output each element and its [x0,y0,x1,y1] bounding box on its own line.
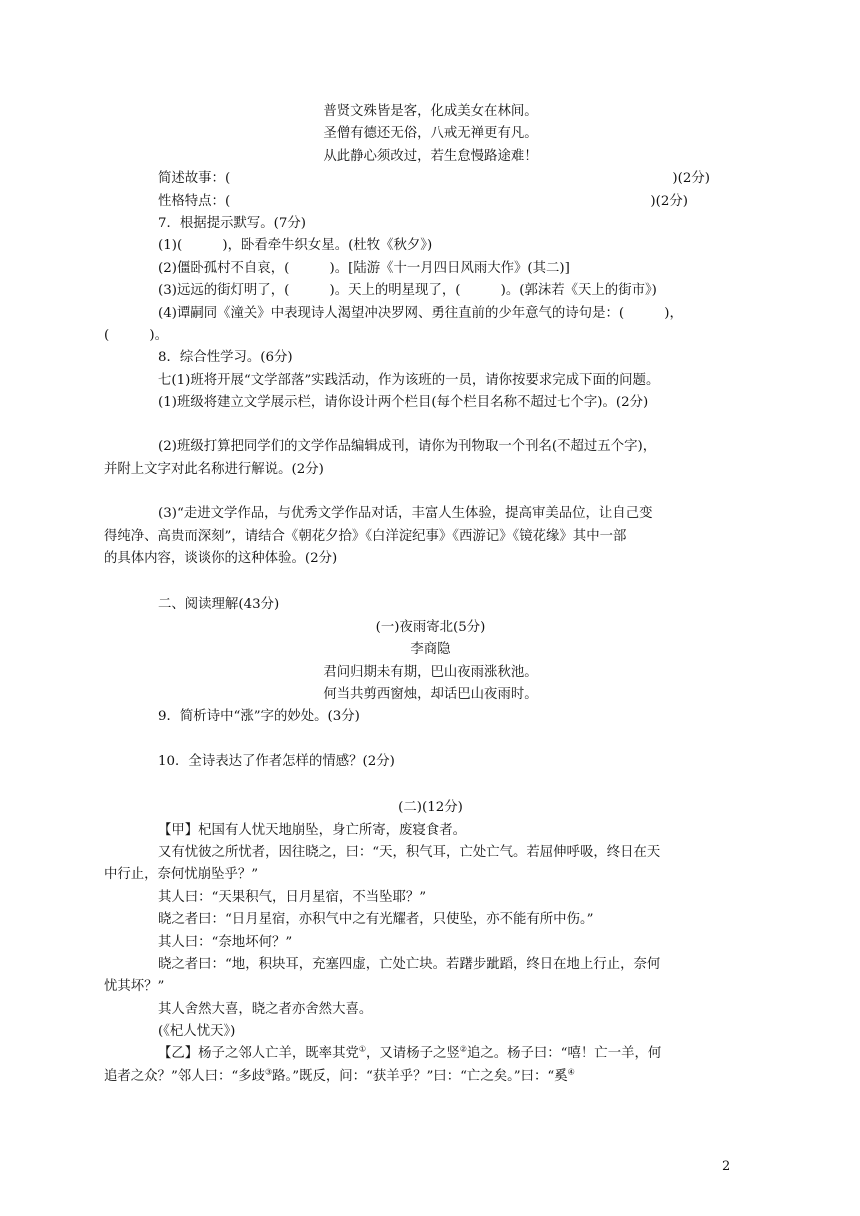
question-8-intro: 七(1)班将开展“文学部落”实践活动，作为该班的一员，请你按要求完成下面的问题。 [158,372,660,388]
passage-a-line: 晓之者曰：“日月星宿，亦积气中之有光耀者，只使坠，亦不能有所中伤。” [158,912,594,928]
poem-line: 从此静心须改过，若生怠慢路途难！ [323,148,538,164]
passage-b-text: ，又请杨子之竖 [366,1046,460,1062]
question-7-item: (3)远远的街灯明了，( )。天上的明星现了，( )。(郭沫若《天上的街市》) [158,283,657,299]
story-summary-line [131,168,730,190]
poem-line: 何当共剪西窗烛，却话巴山夜雨时。 [323,686,538,702]
footnote-marker: ① [358,1044,367,1054]
footnote-marker: ② [459,1044,467,1054]
trait-label: 性格特点：( [158,193,231,209]
passage-a-line: 晓之者曰：“地，积块耳，充塞四虚，亡处亡块。若躇步跐蹈，终日在地上行止，奈何 [158,956,661,972]
question-8-part-3: (3)“走进文学作品，与优秀文学作品对话，丰富人生体验，提高审美品位，让自己变 [158,506,653,522]
question-7-item: (1)( )，卧看牵牛织女星。(杜牧《秋夕》) [158,238,433,254]
passage-a-source: (《杞人忧天》) [158,1024,236,1040]
footnote-marker: ③ [265,1067,273,1077]
passage-a-line: 其人曰：“奈地坏何？” [158,934,293,950]
passage-b-line-cont [104,1066,730,1088]
page-number: 2 [722,1159,731,1174]
question-8-part-3-cont: 的具体内容，谈谈你的这种体验。(2分) [104,551,338,567]
question-8-part-1: (1)班级将建立文学展示栏，请你设计两个栏目(每个栏目名称不超过七个字)。(2分) [158,395,649,411]
question-7-item: (4)谭嗣同《潼关》中表现诗人渴望冲决罗网、勇往直前的少年意气的诗句是：( )， [158,305,683,321]
passage-b-text: 路。”既反，问：“获羊乎？”曰：“亡之矣。”曰：“奚 [272,1068,568,1084]
section-2-title: 二、阅读理解(43分) [158,597,280,613]
part-2-title: (二)(12分) [398,800,463,816]
footnote-marker: ④ [567,1067,575,1077]
question-7-item: (2)僵卧孤村不自哀，( )。[陆游《十一月四日风雨大作》(其二)] [158,260,570,276]
passage-b-text: 追者之众？”邻人曰：“多歧 [104,1068,265,1084]
story-label: 简述故事：( [158,171,231,187]
trait-line [131,191,730,213]
question-8-part-2: (2)班级打算把同学们的文学作品编辑成刊，请你为刊物取一个刊名(不超过五个字)， [158,439,657,455]
poem-line: 普贤文殊皆是客，化成美女在林间。 [323,104,538,119]
page-content [104,101,730,1088]
passage-a-line: 又有忧彼之所忧者，因往晓之，曰：“天，积气耳，亡处亡气。若屈伸呼吸，终日在天 [158,844,661,860]
passage-a-line: 其人舍然大喜，晓之者亦舍然大喜。 [158,1001,373,1017]
question-8-part-2-cont: 并附上文字对此名称进行解说。(2分) [104,461,324,477]
passage-a-line: 其人曰：“天果积气，日月星宿，不当坠耶？” [158,889,427,905]
passage-a-line-cont: 忧其坏？” [104,979,165,995]
poem-title: (一)夜雨寄北(5分) [375,619,486,635]
question-8-title: 8．综合性学习。(6分) [158,350,293,366]
question-7-title: 7．根据提示默写。(7分) [158,215,307,231]
poem-line: 君问归期未有期，巴山夜雨涨秋池。 [323,664,538,680]
passage-b-line [131,1043,730,1065]
passage-a-line: 【甲】杞国有人忧天地崩坠，身亡所寄，废寝食者。 [158,822,466,838]
passage-b-text: 追之。杨子曰：“嘻！亡一羊，何 [466,1046,662,1062]
question-7-item-cont: ( )。 [104,327,169,343]
question-8-part-3-cont: 得纯净、高贵而深刻”，请结合《朝花夕拾》《白洋淀纪事》《西游记》《镜花缘》其中一部 [104,528,627,544]
question-10: 10．全诗表达了作者怎样的情感？(2分) [158,753,395,769]
poem-line: 圣僧有德还无俗，八戒无禅更有凡。 [323,126,538,142]
poem-author: 李商隐 [410,642,451,658]
trait-score: )(2分) [650,193,688,209]
story-score: )(2分) [672,171,710,187]
passage-a-line-cont: 中行止，奈何忧崩坠乎？” [104,867,259,883]
passage-b-text: 【乙】杨子之邻人亡羊，既率其党 [158,1046,359,1062]
question-9: 9．简析诗中“涨”字的妙处。(3分) [158,709,360,725]
